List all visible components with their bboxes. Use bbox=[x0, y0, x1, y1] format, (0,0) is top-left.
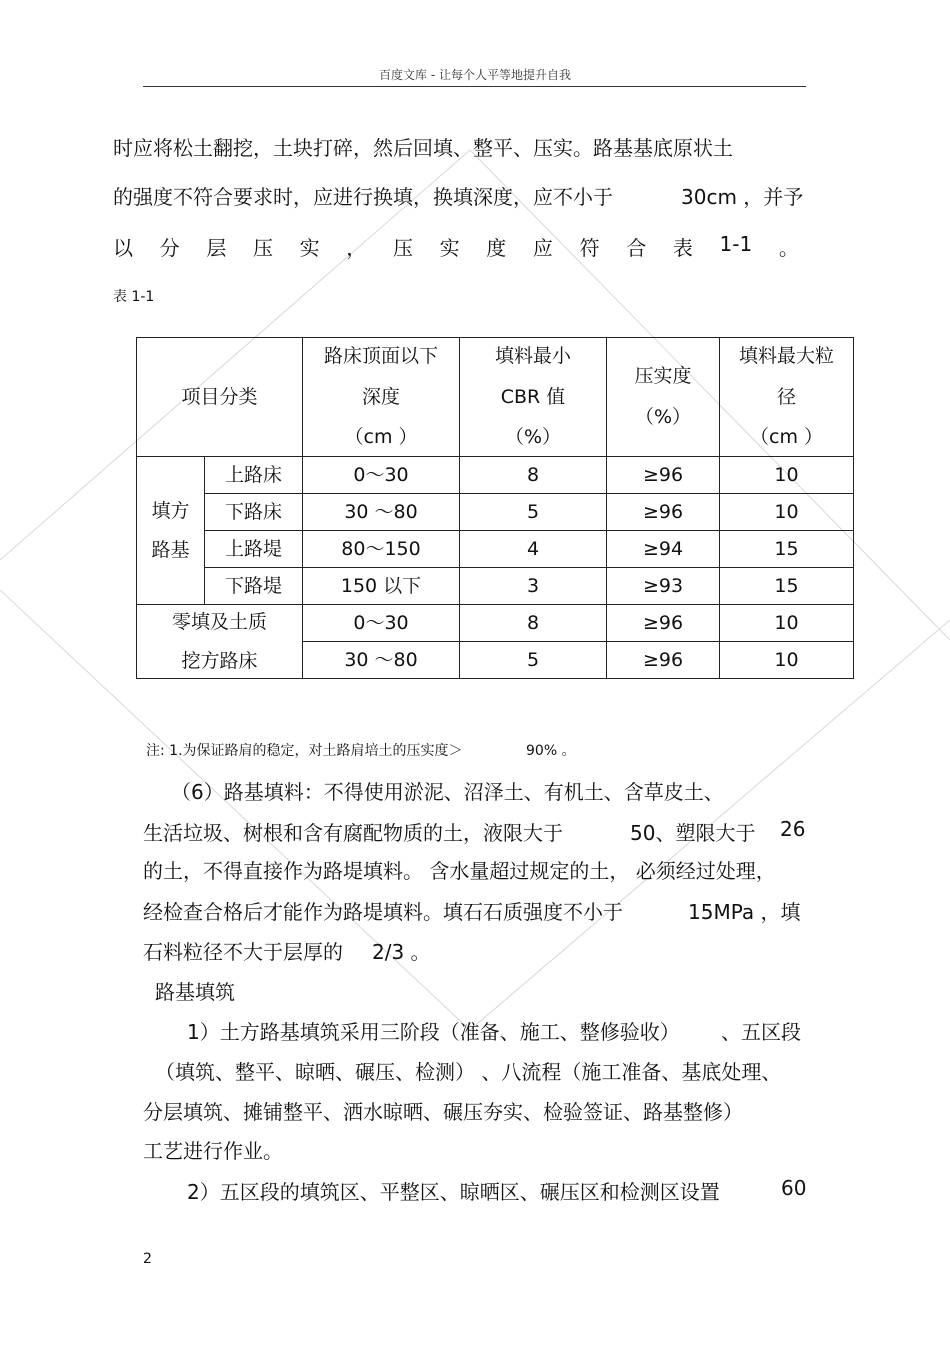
cell-compaction: ≥96 bbox=[607, 605, 720, 642]
header-text: （%） bbox=[504, 426, 562, 449]
group-label-text: 填方 bbox=[151, 499, 190, 522]
body-line-value: 、五区段 bbox=[721, 1020, 801, 1044]
header-text: 填料最大粒 bbox=[739, 345, 835, 367]
group-label-text: 零填及土质 bbox=[172, 610, 268, 633]
header-text: 径 bbox=[777, 385, 797, 408]
spread-char: 表 bbox=[672, 236, 693, 260]
cell-depth: 150 以下 bbox=[303, 568, 460, 605]
cell-depth: 30 ～80 bbox=[303, 494, 460, 531]
page-header: 百度文库 - 让每个人平等地提升自我 bbox=[379, 68, 571, 82]
cell-size: 15 bbox=[720, 568, 854, 605]
cell-size: 15 bbox=[720, 531, 854, 568]
spread-char: 符 bbox=[579, 236, 600, 260]
header-max-size bbox=[720, 338, 854, 457]
header-cbr bbox=[460, 338, 607, 457]
spread-char: 1-1 bbox=[719, 232, 753, 256]
spread-char: ， bbox=[346, 236, 367, 260]
cell-cbr: 8 bbox=[460, 605, 607, 642]
body-line: 经检查合格后才能作为路堤填料。填石石质强度不小于 bbox=[143, 900, 623, 924]
spread-char: 分 bbox=[159, 236, 180, 260]
header-text: 填料最小 bbox=[495, 345, 572, 367]
spread-char: 实 bbox=[299, 236, 320, 260]
cell-size: 10 bbox=[720, 457, 854, 494]
header-text: 深度 bbox=[362, 385, 401, 408]
spread-char: 以 bbox=[113, 236, 133, 260]
cell-cbr: 5 bbox=[460, 642, 607, 679]
paragraph-line: 的强度不符合要求时，应进行换填，换填深度，应不小于 bbox=[113, 185, 613, 209]
table-caption: 表 1-1 bbox=[113, 289, 155, 305]
spread-char: 层 bbox=[206, 236, 227, 260]
body-line-value: 26 bbox=[780, 817, 806, 841]
header-text: （cm ） bbox=[344, 426, 418, 449]
cell-cbr: 4 bbox=[460, 531, 607, 568]
cell-cbr: 3 bbox=[460, 568, 607, 605]
table-note-value: 90% 。 bbox=[526, 743, 576, 759]
spread-char: 。 bbox=[778, 236, 799, 260]
cell-compaction: ≥93 bbox=[607, 568, 720, 605]
body-line-value: 60 bbox=[781, 1176, 807, 1200]
body-line: 石料粒径不大于层厚的 bbox=[143, 940, 343, 964]
body-line: 工艺进行作业。 bbox=[143, 1139, 283, 1163]
group-label-text: 路基 bbox=[151, 538, 190, 561]
spread-char: 压 bbox=[252, 236, 273, 260]
body-line-value: 2/3 。 bbox=[372, 940, 431, 964]
spread-char: 度 bbox=[486, 236, 507, 260]
cell-size: 10 bbox=[720, 494, 854, 531]
table-row bbox=[137, 568, 854, 605]
cell-sub: 下路床 bbox=[205, 494, 303, 531]
cell-size: 10 bbox=[720, 642, 854, 679]
cell-depth: 0～30 bbox=[303, 457, 460, 494]
header-text: 压实度 bbox=[634, 365, 692, 388]
table-row bbox=[137, 605, 854, 642]
cell-depth: 30 ～80 bbox=[303, 642, 460, 679]
page-number: 2 bbox=[143, 1251, 152, 1267]
header-compaction bbox=[607, 338, 720, 457]
body-line: （填筑、整平、晾晒、碾压、检测） 、八流程（施工准备、基底处理、 bbox=[155, 1060, 782, 1084]
cell-sub: 上路堤 bbox=[205, 531, 303, 568]
spread-char: 实 bbox=[439, 236, 460, 260]
table-header-row bbox=[137, 338, 854, 457]
cell-compaction: ≥94 bbox=[607, 531, 720, 568]
table-row bbox=[137, 457, 854, 494]
cell-sub: 下路堤 bbox=[205, 568, 303, 605]
paragraph-line-value: 30cm ，并予 bbox=[681, 185, 804, 209]
body-line-value: 50、塑限大于 bbox=[630, 821, 756, 845]
table-row bbox=[137, 531, 854, 568]
header-depth bbox=[303, 338, 460, 457]
header-divider bbox=[143, 86, 806, 87]
table-note: 注: 1.为保证路肩的稳定，对土路肩培土的压实度＞ bbox=[146, 743, 463, 759]
header-text: 路床顶面以下 bbox=[324, 345, 439, 367]
group-label-cut bbox=[137, 605, 303, 679]
cell-depth: 80～150 bbox=[303, 531, 460, 568]
body-line: 生活垃圾、树根和含有腐配物质的土，液限大于 bbox=[143, 821, 563, 845]
cell-compaction: ≥96 bbox=[607, 494, 720, 531]
body-line: 分层填筑、摊铺整平、洒水晾晒、碾压夯实、检验签证、路基整修） bbox=[143, 1100, 743, 1124]
header-text: （%） bbox=[634, 406, 692, 428]
body-line-value: 15MPa ，填 bbox=[688, 900, 801, 924]
compaction-table bbox=[136, 337, 854, 679]
cell-cbr: 5 bbox=[460, 494, 607, 531]
paragraph-line: 时应将松土翻挖，土块打碎，然后回填、整平、压实。路基基底原状土 bbox=[113, 136, 733, 160]
spread-char: 压 bbox=[392, 236, 413, 260]
body-line: 的土，不得直接作为路堤填料。 含水量超过规定的土， 必须经过处理， bbox=[143, 859, 776, 883]
cell-size: 10 bbox=[720, 605, 854, 642]
body-line: 2）五区段的填筑区、平整区、晾晒区、碾压区和检测区设置 bbox=[187, 1180, 720, 1204]
spread-char: 合 bbox=[626, 236, 647, 260]
table-row bbox=[137, 494, 854, 531]
header-item-category: 项目分类 bbox=[137, 338, 303, 457]
body-line: 1）土方路基填筑采用三阶段（准备、施工、整修验收） bbox=[187, 1020, 680, 1044]
cell-compaction: ≥96 bbox=[607, 457, 720, 494]
spread-char: 应 bbox=[532, 236, 553, 260]
spread-line bbox=[113, 232, 799, 261]
group-label-text: 挖方路床 bbox=[181, 649, 258, 672]
section-heading: 路基填筑 bbox=[155, 980, 235, 1004]
cell-compaction: ≥96 bbox=[607, 642, 720, 679]
cell-sub: 上路床 bbox=[205, 457, 303, 494]
header-text: CBR 值 bbox=[500, 385, 566, 408]
cell-cbr: 8 bbox=[460, 457, 607, 494]
cell-depth: 0～30 bbox=[303, 605, 460, 642]
group-label-fill bbox=[137, 457, 205, 605]
header-text: （cm ） bbox=[750, 426, 824, 449]
body-line: （6）路基填料：不得使用淤泥、沼泽土、有机土、含草皮土、 bbox=[171, 780, 724, 804]
